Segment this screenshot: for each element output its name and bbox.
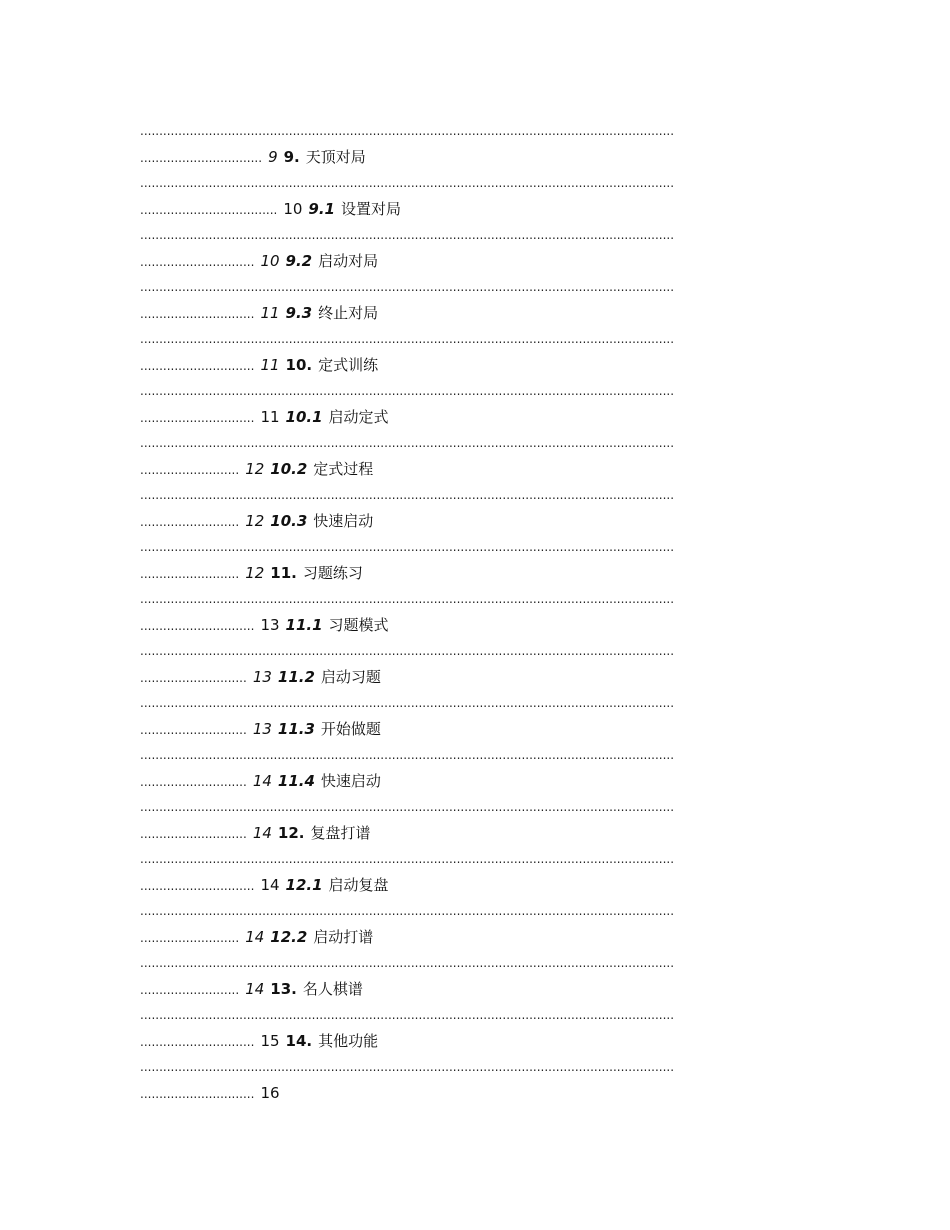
section-title: 启动习题 [320, 668, 381, 686]
dot-leader: ............................................................................................................................................ [140, 1060, 675, 1074]
toc-entry[interactable] [140, 534, 808, 586]
dot-leader: .............................. [140, 411, 255, 425]
section-title: 设置对局 [341, 200, 402, 218]
toc-entry-line [140, 456, 808, 482]
dot-leader: .............................. [140, 879, 255, 893]
section-number: 13. [270, 980, 297, 998]
dot-leader: ............................................................................................................................................ [140, 540, 675, 554]
dot-leader: .......................... [140, 463, 240, 477]
page-number: 13 [252, 720, 272, 738]
toc-entry[interactable] [140, 950, 808, 1002]
dot-leader: ............................................................................................................................................ [140, 332, 675, 346]
section-number: 10.3 [270, 512, 308, 530]
page-number: 14 [252, 824, 272, 842]
toc-entry[interactable] [140, 274, 808, 326]
section-number: 10. [285, 356, 313, 374]
toc-entry[interactable] [140, 690, 808, 742]
dot-leader: ............................................................................................................................................ [140, 124, 675, 138]
page-number: 12 [245, 512, 265, 530]
page-number: 11 [260, 356, 280, 374]
dot-leader: ............................................................................................................................................ [140, 904, 675, 918]
section-title: 快速启动 [313, 512, 374, 530]
page-number: 10 [260, 252, 280, 270]
section-title: 其他功能 [318, 1032, 379, 1050]
toc-entry [140, 1054, 808, 1106]
dot-leader: .......................... [140, 515, 240, 529]
toc-entry-line [140, 1028, 808, 1054]
page-number: 9 [268, 148, 278, 166]
section-number: 9. [283, 148, 300, 166]
section-title: 定式训练 [318, 356, 379, 374]
section-number: 11.1 [285, 616, 323, 634]
section-title: 启动定式 [328, 408, 389, 426]
toc-entry[interactable] [140, 586, 808, 638]
toc-entry-line [140, 248, 808, 274]
toc-entry-line [140, 976, 808, 1002]
dot-leader: ............................ [140, 723, 247, 737]
page-number: 14 [245, 928, 265, 946]
toc-entry[interactable] [140, 430, 808, 482]
dot-leader: .............................. [140, 619, 255, 633]
toc-entry[interactable] [140, 898, 808, 950]
dot-leader: ............................................................................................................................................ [140, 176, 675, 190]
page-number: 13 [252, 668, 272, 686]
dot-leader: ................................ [140, 151, 263, 165]
dot-leader: ............................ [140, 671, 247, 685]
section-title: 定式过程 [313, 460, 374, 478]
toc-entry-line [140, 300, 808, 326]
section-title: 开始做题 [320, 720, 381, 738]
toc-entry-line [140, 1080, 808, 1106]
section-title: 启动对局 [318, 252, 379, 270]
page-number: 12 [245, 564, 265, 582]
dot-leader: .............................. [140, 359, 255, 373]
dot-leader: ............................................................................................................................................ [140, 280, 675, 294]
dot-leader: ............................ [140, 827, 247, 841]
toc-entry-line [140, 352, 808, 378]
toc-entry[interactable] [140, 118, 808, 170]
page-number: 10 [283, 200, 303, 218]
dot-leader: ............................................................................................................................................ [140, 384, 675, 398]
toc-entry[interactable] [140, 794, 808, 846]
dot-leader: ............................................................................................................................................ [140, 228, 675, 242]
toc-entry-line [140, 716, 808, 742]
toc-entry-line [140, 664, 808, 690]
section-title: 启动复盘 [328, 876, 389, 894]
dot-leader: .............................. [140, 1035, 255, 1049]
page-number: 14 [252, 772, 272, 790]
toc-entry-line [140, 196, 808, 222]
page-number: 16 [260, 1084, 280, 1102]
toc-entry[interactable] [140, 742, 808, 794]
section-title: 习题练习 [302, 564, 363, 582]
section-number: 11.2 [277, 668, 315, 686]
section-title: 名人棋谱 [302, 980, 363, 998]
toc-entry-line [140, 924, 808, 950]
dot-leader: ............................................................................................................................................ [140, 436, 675, 450]
section-number: 9.3 [285, 304, 313, 322]
toc-entry-line [140, 560, 808, 586]
dot-leader: .......................... [140, 983, 240, 997]
toc-entry[interactable] [140, 170, 808, 222]
toc-entry[interactable] [140, 326, 808, 378]
dot-leader: .............................. [140, 1087, 255, 1101]
section-number: 12.1 [285, 876, 323, 894]
page-number: 14 [260, 876, 280, 894]
toc-entry[interactable] [140, 222, 808, 274]
page-number: 12 [245, 460, 265, 478]
section-title: 启动打谱 [313, 928, 374, 946]
dot-leader: ............................................................................................................................................ [140, 1008, 675, 1022]
toc-entry[interactable] [140, 638, 808, 690]
toc-entry-line [140, 768, 808, 794]
page-number: 11 [260, 304, 280, 322]
section-number: 10.2 [270, 460, 308, 478]
section-number: 9.1 [308, 200, 335, 218]
page-number: 11 [260, 408, 280, 426]
page-number: 13 [260, 616, 280, 634]
toc-entry-line [140, 872, 808, 898]
section-number: 9.2 [285, 252, 313, 270]
dot-leader: ............................................................................................................................................ [140, 592, 675, 606]
dot-leader: .................................... [140, 203, 278, 217]
dot-leader: ............................................................................................................................................ [140, 696, 675, 710]
section-number: 11. [270, 564, 297, 582]
section-title: 终止对局 [318, 304, 379, 322]
dot-leader: ............................................................................................................................................ [140, 956, 675, 970]
section-title: 复盘打谱 [310, 824, 371, 842]
toc-entry[interactable] [140, 1002, 808, 1054]
section-number: 14. [285, 1032, 313, 1050]
section-number: 12.2 [270, 928, 308, 946]
dot-leader: ............................ [140, 775, 247, 789]
dot-leader: .............................. [140, 307, 255, 321]
section-number: 11.3 [277, 720, 315, 738]
page-number: 15 [260, 1032, 280, 1050]
table-of-contents [140, 118, 808, 1106]
toc-entry-line [140, 508, 808, 534]
toc-entry[interactable] [140, 482, 808, 534]
dot-leader: .......................... [140, 931, 240, 945]
toc-entry-line [140, 144, 808, 170]
section-title: 习题模式 [328, 616, 389, 634]
dot-leader: ............................................................................................................................................ [140, 748, 675, 762]
toc-entry-line [140, 404, 808, 430]
dot-leader: .............................. [140, 255, 255, 269]
section-number: 10.1 [285, 408, 323, 426]
toc-entry-line [140, 820, 808, 846]
section-title: 天顶对局 [305, 148, 366, 166]
dot-leader: ............................................................................................................................................ [140, 488, 675, 502]
dot-leader: .......................... [140, 567, 240, 581]
dot-leader: ............................................................................................................................................ [140, 852, 675, 866]
section-number: 11.4 [277, 772, 315, 790]
page-number: 14 [245, 980, 265, 998]
dot-leader: ............................................................................................................................................ [140, 800, 675, 814]
section-title: 快速启动 [320, 772, 381, 790]
toc-entry[interactable] [140, 378, 808, 430]
section-number: 12. [277, 824, 305, 842]
toc-entry[interactable] [140, 846, 808, 898]
toc-entry-line [140, 612, 808, 638]
dot-leader: ............................................................................................................................................ [140, 644, 675, 658]
